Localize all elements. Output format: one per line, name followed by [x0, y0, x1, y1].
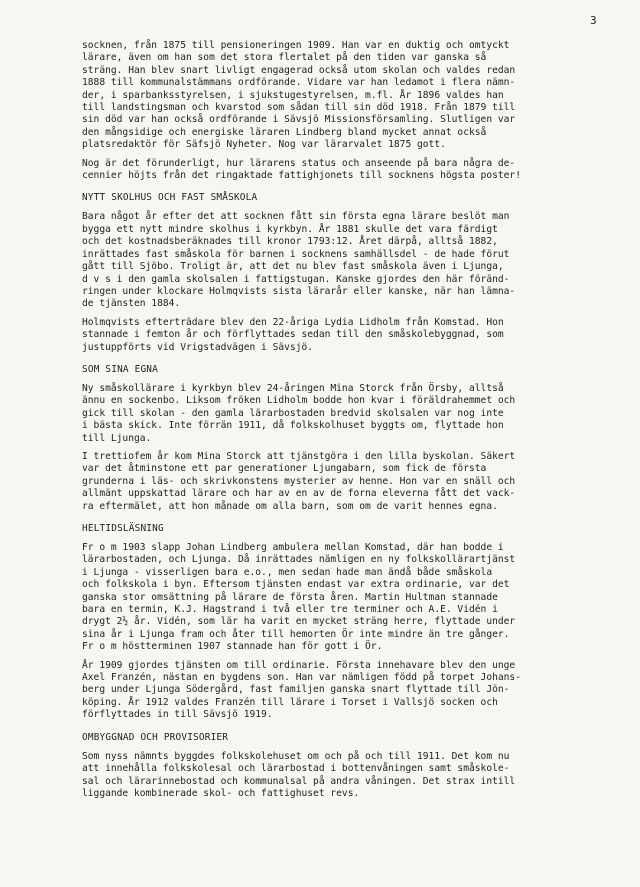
text-line: cennier höjts från det ringaktade fattighjonets till socknens högsta poster! [82, 170, 521, 182]
text-line: grunderna i läs- och skrivkonstens mysterier av henne. Hon var en snäll och [82, 475, 516, 487]
text-line: till landstingsman och kvarstod som sådan till sin död 1918. Från 1879 till [82, 102, 516, 114]
text-line: Bara något år efter det att socknen fått sin första egna lärare beslöt man [82, 211, 510, 223]
text-line: var det åtminstone ett par generationer Ljungabarn, som fick de första [82, 463, 487, 475]
text-line: inrättades fast småskola för barnen i socknens samhällsdel - de hade förut [82, 248, 510, 260]
text-line: der, i sparbanksstyrelsen, i sjukstugestyrelsen, m.fl. År 1896 valdes han [82, 89, 504, 101]
paragraph [82, 660, 592, 722]
text-line: köping. År 1912 valdes Franzén till lärare i Torset i Vallsjö socken och [82, 696, 498, 708]
text-line: ännu en sockenbo. Liksom fröken Lidholm bodde hon kvar i föräldrahemmet och [82, 395, 516, 407]
text-line: bara en termin, K.J. Hagstrand i två eller tre terminer och A.E. Vidén i [82, 604, 498, 616]
text-line: och det kostnadsberäknades till kronor 1793:12. Året därpå, alltså 1882, [82, 236, 498, 248]
paragraph [82, 751, 592, 801]
paragraph [82, 451, 592, 513]
text-line: drygt 2½ år. Vidén, som lär ha varit en mycket sträng herre, flyttade under [82, 616, 516, 628]
text-line: ra eftermälet, att hon månade om alla barn, som om de varit hennes egna. [82, 500, 498, 512]
text-line: justuppförts vid Vrigstadvägen i Sävsjö. [82, 341, 314, 353]
paragraph [82, 317, 592, 354]
text-line: liggande kombinerade skol- och fattighuset revs. [82, 787, 360, 799]
text-line: sin död var han också ordförande i Sävsjö Missionsförsamling. Slutligen var [82, 114, 516, 126]
section-heading: NYTT SKOLHUS OCH FAST SMÅSKOLA [82, 192, 258, 204]
text-line: sal och lärarinnebostad och kommunalsal på andra våningen. Det strax intill [82, 775, 516, 787]
text-line: Axel Franzén, nästan en bygdens son. Han var nämligen född på torpet Johans- [82, 672, 521, 684]
text-line: den mångsidige och energiske läraren Lindberg bland mycket annat också [82, 126, 487, 138]
text-line: sträng. Han blev snart livligt engagerad också utom skolan och valdes redan [82, 64, 516, 76]
text-line: gått till Sjöbo. Troligt är, att det nu blev fast småskola även i Ljunga, [82, 261, 504, 273]
text-line: berg under Ljunga Södergård, fast familjen ganska snart flyttade till Jön- [82, 684, 510, 696]
text-line: förflyttades in till Sävsjö 1919. [82, 709, 273, 721]
text-line: och folkskola i byn. Eftersom tjänsten endast var extra ordinarie, var det [82, 579, 510, 591]
text-line: Nog är det förunderligt, hur lärarens status och anseende på bara några de- [82, 157, 516, 169]
text-line: lärare, även om han som det stora flertalet på den tiden var ganska så [82, 52, 487, 64]
text-line: I trettiofem år kom Mina Storck att tjänstgöra i den lilla byskolan. Säkert [82, 450, 516, 462]
text-line: Ny småskollärare i kyrkbyn blev 24-åringen Mina Storck från Örsby, alltså [82, 382, 504, 394]
text-line: 1888 till kommunalstämmans ordförande. Vidare var han ledamot i flera nämn- [82, 77, 516, 89]
document-body [82, 40, 592, 806]
text-line: socknen, från 1875 till pensioneringen 1909. Han var en duktig och omtyckt [82, 40, 510, 51]
text-line: Fr o m 1903 slapp Johan Lindberg ambulera mellan Komstad, där han bodde i [82, 542, 504, 553]
page-number: 3 [590, 14, 597, 27]
paragraph [82, 40, 592, 152]
text-line: sina år i Ljunga fram och åter till hemorten Ör inte mindre än tre gånger. [82, 628, 510, 640]
section-heading: SOM SINA EGNA [82, 363, 158, 375]
text-line: Fr o m höstterminen 1907 stannade han för gott i Ör. [82, 641, 383, 653]
text-line: att innehålla folkskolesal och lärarbostad i bottenvåningen samt småskole- [82, 763, 510, 775]
paragraph [82, 383, 592, 445]
text-line: stannade i femton år och förflyttades sedan till den småskolebyggnad, som [82, 329, 504, 341]
text-line: platsredaktör för Säfsjö Nyheter. Nog var lärarvalet 1875 gott. [82, 139, 446, 151]
text-line: lärarbostaden, och Ljunga. Då inrättades nämligen en ny folkskollärartjänst [82, 554, 516, 566]
text-line: bygga ett nytt mindre skolhus i kyrkbyn. År 1881 skulle det vara färdigt [82, 223, 498, 235]
paragraph [82, 158, 592, 183]
section-heading: OMBYGGNAD OCH PROVISORIER [82, 731, 229, 743]
text-line: i bästa skick. Inte förrän 1911, då folkskolhuset byggts om, flyttade hon [82, 420, 504, 432]
text-line: till Ljunga. [82, 432, 152, 444]
text-line: År 1909 gjordes tjänsten om till ordinarie. Första innehavare blev den unge [82, 659, 516, 671]
text-line: allmänt uppskattad lärare och har av en av de forna eleverna fått det vack- [82, 488, 516, 500]
paragraph [82, 211, 592, 310]
text-line: d v s i den gamla skolsalen i fattigstugan. Kanske gjordes den här föränd- [82, 273, 510, 285]
paragraph [82, 542, 592, 654]
text-line: gick till skolan - den gamla lärarbostaden bredvid skolsalen var nog inte [82, 407, 504, 419]
section-heading: HELTIDSLÄSNING [82, 523, 164, 534]
text-line: Holmqvists efterträdare blev den 22-åriga Lydia Lidholm från Komstad. Hon [82, 316, 504, 328]
text-line: ganska stor omsättning på lärare de första åren. Martin Hultman stannade [82, 591, 498, 603]
text-line: ringen under klockare Holmqvists sista lärarår eller kanske, när han lämna- [82, 285, 516, 297]
text-line: i Ljunga - visserligen bara e.o., men sedan hade man ändå både småskola [82, 566, 493, 578]
text-line: de tjänsten 1884. [82, 298, 181, 310]
text-line: Som nyss nämnts byggdes folkskolehuset om och på och till 1911. Det kom nu [82, 750, 510, 762]
